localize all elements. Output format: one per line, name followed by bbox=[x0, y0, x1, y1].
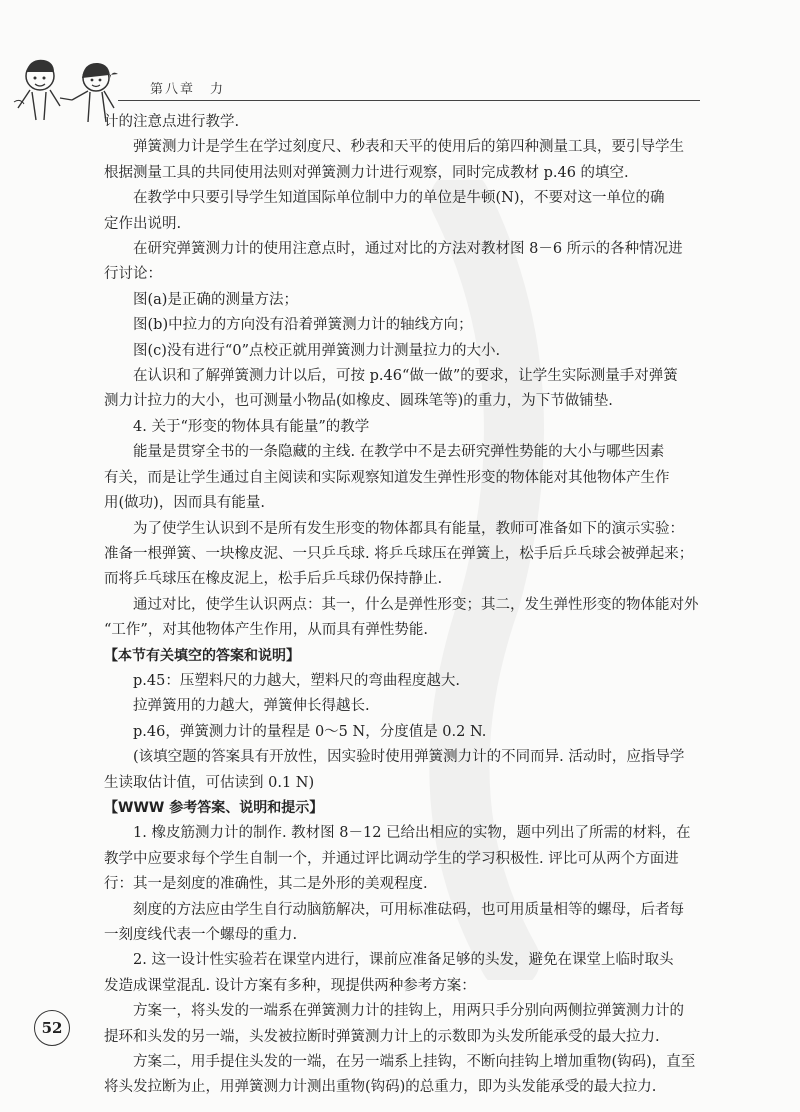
text-line: 4. 关于“形变的物体具有能量”的教学 bbox=[133, 418, 370, 435]
text-line: (该填空题的答案具有开放性，因实验时使用弹簧测力计的不同而异. 活动时，应指导学 bbox=[133, 749, 685, 766]
text-line: 行讨论： bbox=[104, 266, 162, 283]
text-line: 而将乒乓球压在橡皮泥上，松手后乒乓球仍保持静止. bbox=[104, 571, 443, 588]
text-line: 2. 这一设计性实验若在课堂内进行，课前应准备足够的头发，避免在课堂上临时取头 bbox=[133, 952, 674, 969]
text-line: 一刻度线代表一个螺母的重力. bbox=[104, 927, 298, 943]
text-line: 有关，而是让学生通过自主阅读和实际观察知道发生弹性形变的物体能对其他物体产生作 bbox=[104, 469, 670, 486]
header-rule bbox=[118, 100, 700, 101]
text-line: 图(b)中拉力的方向没有沿着弹簧测力计的轴线方向； bbox=[133, 317, 473, 334]
text-line: 根据测量工具的共同使用法则对弹簧测力计进行观察，同时完成教材 p.46 的填空. bbox=[104, 164, 629, 181]
chapter-title: 第八章 力 bbox=[150, 82, 226, 97]
text-line: 刻度的方法应由学生自行动脑筋解决，可用标准砝码，也可用质量相等的螺母，后者每 bbox=[133, 901, 684, 918]
page-number: 52 bbox=[34, 1010, 70, 1046]
section-heading: 【WWW 参考答案、说明和提示】 bbox=[104, 799, 324, 816]
text-line: 在研究弹簧测力计的使用注意点时，通过对比的方法对教材图 8－6 所示的各种情况进 bbox=[133, 241, 683, 258]
text-line: 1. 橡皮筋测力计的制作. 教材图 8－12 已给出相应的实物，题中列出了所需的材料，在 bbox=[133, 825, 691, 842]
text-line: 将头发拉断为止，用弹簧测力计测出重物(钩码)的总重力，即为头发能承受的最大拉力. bbox=[104, 1079, 657, 1096]
text-line: 通过对比，使学生认识两点：其一，什么是弹性形变；其二，发生弹性形变的物体能对外 bbox=[133, 596, 699, 613]
text-line: 用(做功)，因而具有能量. bbox=[104, 495, 265, 512]
text-line: 定作出说明. bbox=[104, 215, 182, 232]
text-line: 在教学中只要引导学生知道国际单位制中力的单位是牛顿(N)，不要对这一单位的确 bbox=[133, 190, 665, 207]
text-line: 准备一根弹簧、一块橡皮泥、一只乒乓球. 将乒乓球压在弹簧上，松手后乒乓球会被弹起来； bbox=[104, 545, 694, 562]
text-line: 拉弹簧用的力越大，弹簧伸长得越长. bbox=[133, 698, 370, 715]
text-line: p.45：压塑料尺的力越大，塑料尺的弯曲程度越大. bbox=[133, 672, 460, 689]
section-heading: 【本节有关填空的答案和说明】 bbox=[104, 647, 300, 664]
text-line: 发造成课堂混乱. 设计方案有多种，现提供两种参考方案： bbox=[104, 977, 476, 994]
text-line: “工作”，对其他物体产生作用，从而具有弹性势能. bbox=[104, 622, 428, 639]
text-line: 行：其一是刻度的准确性，其二是外形的美观程度. bbox=[104, 876, 428, 893]
text-line: 弹簧测力计是学生在学过刻度尺、秒表和天平的使用后的第四种测量工具，要引导学生 bbox=[133, 139, 684, 156]
text-line: 图(c)没有进行“0”点校正就用弹簧测力计测量拉力的大小. bbox=[133, 342, 501, 359]
text-line: 教学中应要求每个学生自制一个，并通过评比调动学生的学习积极性. 评比可从两个方面进 bbox=[104, 850, 679, 867]
text-line: 在认识和了解弹簧测力计以后，可按 p.46“做一做”的要求，让学生实际测量手对弹簧 bbox=[133, 368, 678, 385]
text-line: 图(a)是正确的测量方法； bbox=[133, 291, 298, 308]
text-line: 方案一，将头发的一端系在弹簧测力计的挂钩上，用两只手分别向两侧拉弹簧测力计的 bbox=[133, 1003, 684, 1020]
text-line: 为了使学生认识到不是所有发生形变的物体都具有能量，教师可准备如下的演示实验： bbox=[133, 520, 684, 537]
text-line: 方案二，用手提住头发的一端，在另一端系上挂钩，不断向挂钩上增加重物(钩码)，直至 bbox=[133, 1054, 696, 1071]
text-line: 能量是贯穿全书的一条隐藏的主线. 在教学中不是去研究弹性势能的大小与哪些因素 bbox=[133, 444, 665, 461]
text-line: 测力计拉力的大小，也可测量小物品(如橡皮、圆珠笔等)的重力，为下节做铺垫. bbox=[104, 393, 613, 410]
body-text bbox=[104, 110, 704, 1101]
text-line: p.46，弹簧测力计的量程是 0～5 N，分度值是 0.2 N. bbox=[133, 723, 487, 740]
text-line: 生读取估计值，可估读到 0.1 N) bbox=[104, 774, 315, 791]
page-number-badge bbox=[34, 1010, 70, 1046]
text-line: 计的注意点进行教学. bbox=[104, 114, 240, 130]
text-line: 提环和头发的另一端，头发被拉断时弹簧测力计上的示数即为头发所能承受的最大拉力. bbox=[104, 1028, 660, 1045]
page-header bbox=[0, 0, 800, 110]
